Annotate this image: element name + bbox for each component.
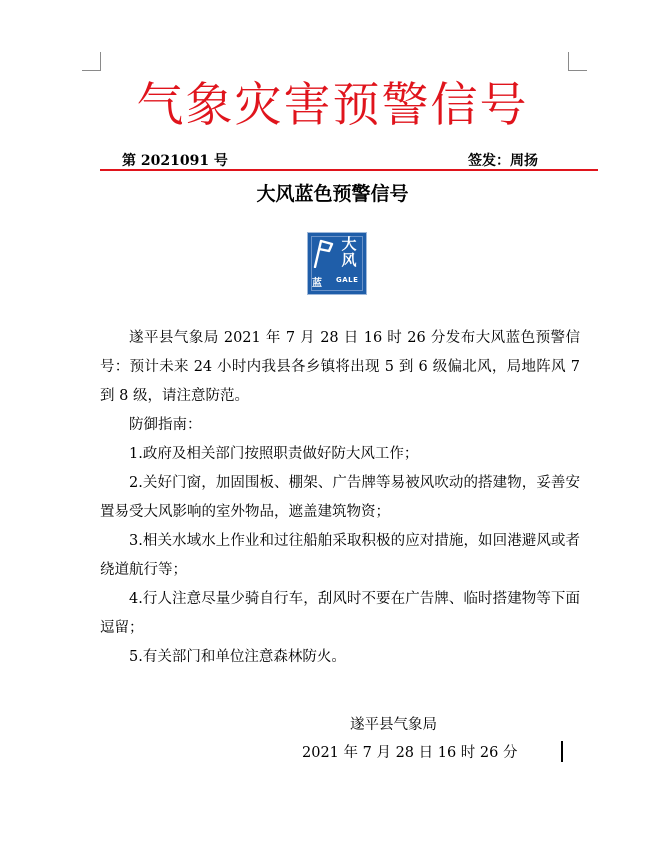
document-main-title: 气象灾害预警信号 xyxy=(136,78,529,133)
gale-blue-warning-icon xyxy=(307,232,367,295)
crop-mark-top-right xyxy=(568,52,587,71)
guide-item: 3.相关水域水上作业和过往船舶采取积极的应对措施，如回港避风或者绕道航行等； xyxy=(100,533,580,578)
warning-title: 大风蓝色预警信号 xyxy=(256,183,409,205)
guide-item: 1.政府及相关部门按照职责做好防大风工作； xyxy=(129,446,419,462)
icon-char-1: 大 xyxy=(341,235,357,253)
guide-item: 4.行人注意尽量少骑自行车，刮风时不要在广告牌、临时搭建物等下面逗留； xyxy=(100,591,580,636)
warning-body xyxy=(100,324,580,672)
icon-char-2: 风 xyxy=(341,251,357,269)
icon-color-label: 蓝 xyxy=(312,278,322,289)
text-cursor[interactable] xyxy=(561,741,563,762)
crop-mark-top-left xyxy=(82,52,101,71)
warning-paragraph: 遂平县气象局 2021 年 7 月 28 日 16 时 26 分发布大风蓝色预警信号：预计未来 24 小时内我县各乡镇将出现 5 到 6 级偏北风，局地阵风 7 到 8 级，请注意防范。 xyxy=(100,330,580,404)
wind-flag-icon xyxy=(312,238,334,268)
red-divider-line xyxy=(100,169,598,171)
guide-item: 2.关好门窗，加固围板、棚架、广告牌等易被风吹动的搭建物，妥善安置易受大风影响的室外物品，遮盖建筑物资； xyxy=(100,475,580,520)
icon-english-label: GALE xyxy=(336,276,359,284)
signature-datetime: 2021 年 7 月 28 日 16 时 26 分 xyxy=(302,745,518,761)
document-number: 第 2021091 号 xyxy=(122,153,228,169)
guide-item: 5.有关部门和单位注意森林防火。 xyxy=(129,649,346,665)
guide-heading: 防御指南： xyxy=(129,417,202,433)
signature-organization: 遂平县气象局 xyxy=(350,717,437,733)
icon-gale-characters xyxy=(340,236,358,268)
signer: 签发：周扬 xyxy=(468,153,538,169)
